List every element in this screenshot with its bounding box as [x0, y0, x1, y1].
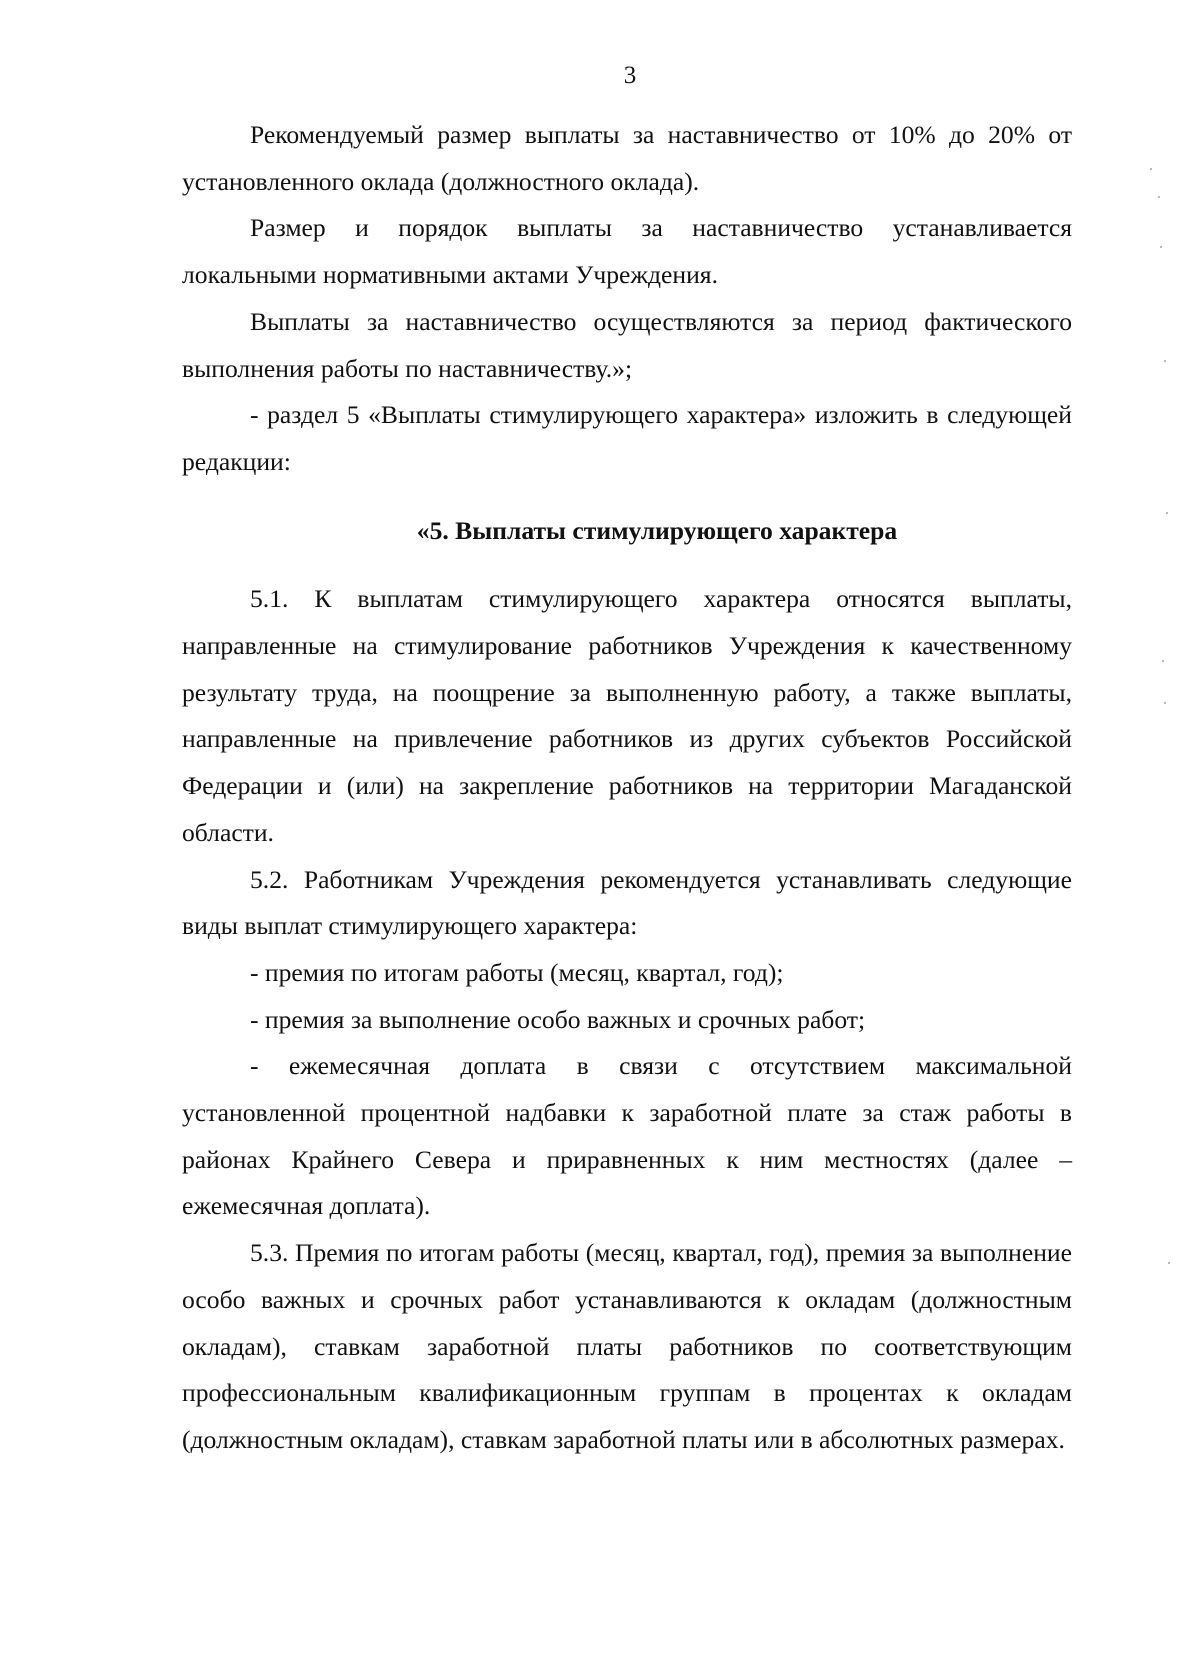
section-heading: «5. Выплаты стимулирующего характера: [416, 515, 898, 545]
scan-artifact: [1168, 1262, 1170, 1264]
list-item-monthly-bonus: - премия по итогам работы (месяц, квартал, год);: [250, 957, 784, 987]
scan-artifact: [1158, 196, 1160, 198]
paragraph-section-5-intro: - раздел 5 «Выплаты стимулирующего характера» изложить в следующей редакции:: [182, 400, 1072, 476]
paragraph-5-3: 5.3. Премия по итогам работы (месяц, квартал, год), премия за выполнение особо важных и срочных работ устанавливаются к окладам (должностным окладам), ставкам заработной платы работников по соответствующим профессиональным квалификационным группам в процентах к окладам (должностным окладам), ставкам заработной платы или в абсолютных размерах.: [182, 1238, 1072, 1454]
paragraph-mentoring-period: Выплаты за наставничество осуществляются за период фактического выполнения работы по наставничеству.»;: [182, 306, 1072, 383]
scan-artifact: [1160, 246, 1162, 248]
page-number: 3: [623, 62, 637, 89]
scan-artifact: [1150, 168, 1152, 170]
paragraph-5-2: 5.2. Работникам Учреждения рекомендуется устанавливать следующие виды выплат стимулирующего характера:: [182, 864, 1072, 941]
list-item-urgent-work-bonus: - премия за выполнение особо важных и срочных работ;: [250, 1004, 866, 1034]
list-item-monthly-supplement: - ежемесячная доплата в связи с отсутствием максимальной установленной процентной надбавки к заработной плате за стаж работы в районах Крайнего Севера и приравненных к ним местностях (далее – ежемесячная доплата).: [182, 1051, 1072, 1221]
paragraph-5-1: 5.1. К выплатам стимулирующего характера относятся выплаты, направленные на стимулирование работников Учреждения к качественному результату труда, на поощрение за выполненную работу, а также выплаты, направленные на привлечение работников из других субъектов Российской Федерации и (или) на закрепление работников на территории Магаданской области.: [182, 584, 1072, 847]
paragraph-mentoring-amount: Рекомендуемый размер выплаты за наставничество от 10% до 20% от установленного оклада (должностного оклада).: [182, 120, 1072, 196]
scan-artifact: [1162, 660, 1164, 662]
scan-artifact: [1166, 512, 1168, 514]
paragraph-mentoring-procedure: Размер и порядок выплаты за наставничество устанавливается локальными нормативными актами Учреждения.: [182, 213, 1072, 290]
scan-artifact: [1164, 702, 1166, 704]
document-body: [182, 112, 1072, 1464]
scan-artifact: [1164, 360, 1166, 362]
